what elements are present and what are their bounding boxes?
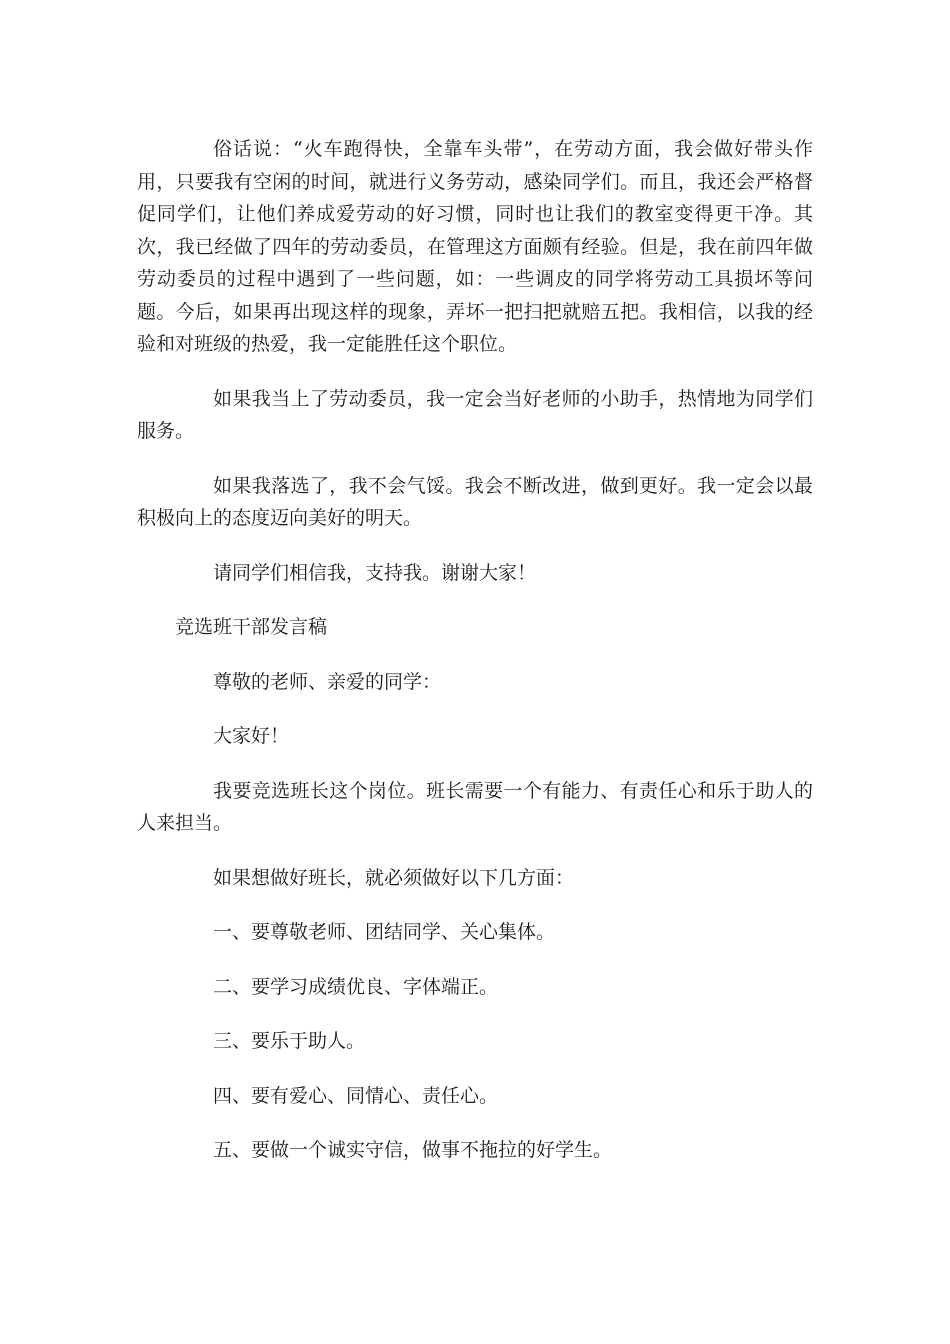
paragraph-hello: 大家好！ [213,725,290,747]
paragraph-if-elected: 如果我当上了劳动委员，我一定会当好老师的小助手，热情地为同学们服务。 [137,387,813,442]
list-item: 三、要乐于助人。 [213,1030,366,1052]
paragraph-requirements-intro: 如果想做好班长，就必须做好以下几方面： [213,866,575,889]
paragraph-labor-role: 俗话说：“火车跑得快，全靠车头带”，在劳动方面，我会做好带头作用，只要我有空闲的时间，就进行义务劳动，感染同学们。而且，我还会严格督促同学们，让他们养成爱劳动的好习惯，同时也让我们的教室变得更干净。其次，我已经做了四年的劳动委员，在管理这方面颇有经验。但是，我在前四年做劳动委员的过程中遇到了一些问题，如：一些调皮的同学将劳动工具损坏等问题。今后，如果再出现这样的现象，弄坏一把扫把就赔五把。我相信，以我的经验和对班级的热爱，我一定能胜任这个职位。 [137,138,813,355]
document-body [137,133,813,1189]
section-title: 竞选班干部发言稿 [175,616,328,638]
paragraph-if-not-elected: 如果我落选了，我不会气馁。我会不断改进，做到更好。我一定会以最积极向上的态度迈向美好的明天。 [137,474,813,529]
list-item: 二、要学习成绩优良、字体端正。 [213,975,499,998]
list-item: 一、要尊敬老师、团结同学、关心集体。 [213,921,556,943]
paragraph-thanks: 请同学们相信我，支持我。谢谢大家！ [213,561,537,584]
paragraph-monitor-intro: 我要竞选班长这个岗位。班长需要一个有能力、有责任心和乐于助人的人来担当。 [137,779,813,834]
list-item: 五、要做一个诚实守信，做事不拖拉的好学生。 [213,1139,613,1161]
paragraph-greeting: 尊敬的老师、亲爱的同学： [213,670,442,693]
list-item: 四、要有爱心、同情心、责任心。 [213,1084,499,1107]
